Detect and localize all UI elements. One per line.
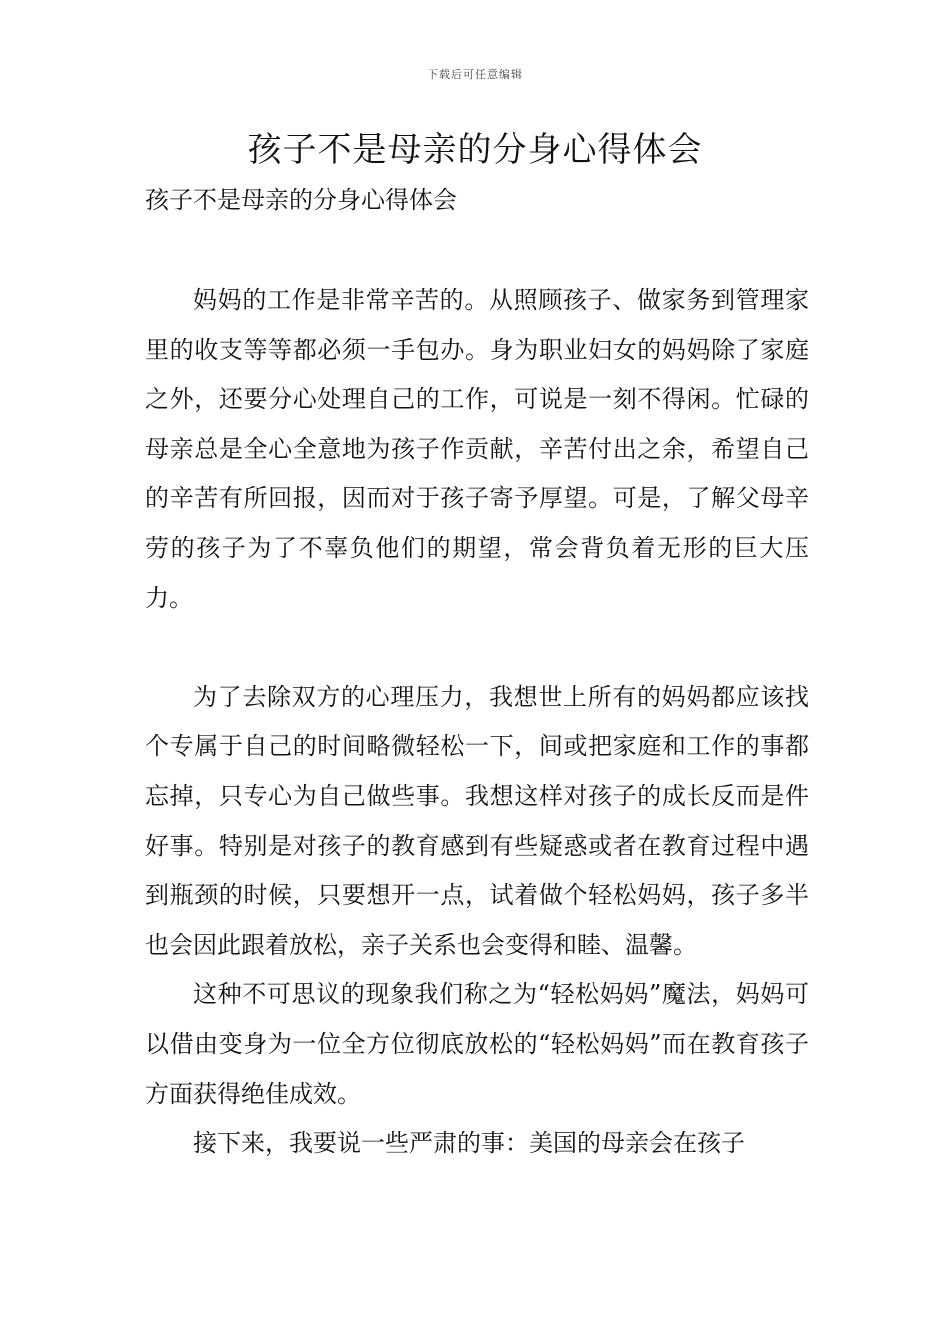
- paragraph-1: 妈妈的工作是非常辛苦的。从照顾孩子、做家务到管理家里的收支等等都必须一手包办。身为职业妇女的妈妈除了家庭之外，还要分心处理自己的工作，可说是一刻不得闲。忙碌的母亲总是全心全意地为孩子作贡献，辛苦付出之余，希望自己的辛苦有所回报，因而对于孩子寄予厚望。可是，了解父母辛劳的孩子为了不辜负他们的期望，常会背负着无形的巨大压力。: [145, 286, 809, 612]
- paragraph-3: 这种不可思议的现象我们称之为“轻松妈妈”魔法，妈妈可以借由变身为一位全方位彻底放松的“轻松妈妈”而在教育孩子方面获得绝佳成效。: [145, 980, 809, 1108]
- document-body: [145, 276, 809, 1169]
- header-note: 下载后可任意编辑: [427, 68, 523, 81]
- document-title: 孩子不是母亲的分身心得体会: [247, 130, 703, 170]
- document-subtitle: 孩子不是母亲的分身心得体会: [145, 186, 457, 214]
- paragraph-4: 接下来，我要说一些严肃的事：美国的母亲会在孩子: [193, 1129, 745, 1158]
- paragraph-2: 为了去除双方的心理压力，我想世上所有的妈妈都应该找个专属于自己的时间略微轻松一下，间或把家庭和工作的事都忘掉，只专心为自己做些事。我想这样对孩子的成长反而是件好事。特别是对孩子的教育感到有些疑惑或者在教育过程中遇到瓶颈的时候，只要想开一点，试着做个轻松妈妈，孩子多半也会因此跟着放松，亲子关系也会变得和睦、温馨。: [145, 682, 809, 959]
